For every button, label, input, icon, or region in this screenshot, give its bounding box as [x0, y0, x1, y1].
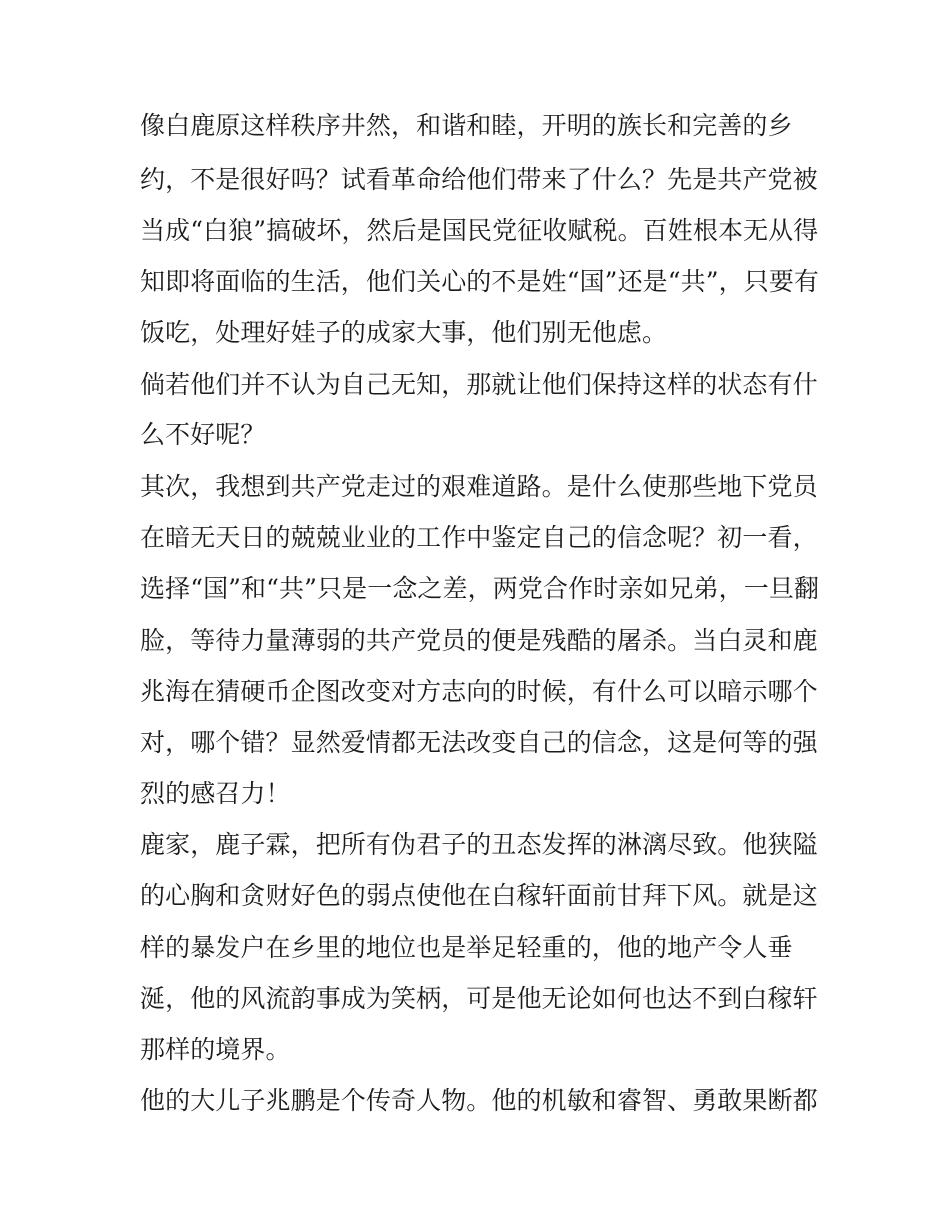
- text-line: 涎，他的风流韵事成为笑柄，可是他无论如何也达不到白稼轩: [140, 984, 818, 1013]
- text-line: 么不好呢？: [140, 420, 266, 449]
- text-line: 脸，等待力量薄弱的共产党员的便是残酷的屠杀。当白灵和鹿: [140, 626, 818, 655]
- text-line: 鹿家，鹿子霖，把所有伪君子的丑态发挥的淋漓尽致。他狭隘: [140, 830, 818, 859]
- text-line: 兆海在猜硬币企图改变对方志向的时候，有什么可以暗示哪个: [140, 677, 818, 706]
- text-line: 其次，我想到共产党走过的艰难道路。是什么使那些地下党员: [140, 472, 818, 501]
- text-line: 约，不是很好吗？试看革命给他们带来了什么？先是共产党被: [140, 165, 818, 194]
- text-line: 像白鹿原这样秩序井然，和谐和睦，开明的族长和完善的乡: [140, 111, 793, 140]
- text-line: 当成“白狼”搞破坏，然后是国民党征收赋税。百姓根本无从得: [140, 216, 819, 245]
- text-line: 在暗无天日的兢兢业业的工作中鉴定自己的信念呢？初一看，: [140, 523, 818, 552]
- text-line: 知即将面临的生活，他们关心的不是姓“国”还是“共”，只要有: [140, 267, 820, 296]
- text-line: 倘若他们并不认为自己无知，那就让他们保持这样的状态有什: [140, 370, 818, 399]
- text-line: 的心胸和贪财好色的弱点使他在白稼轩面前甘拜下风。就是这: [140, 881, 818, 910]
- text-line: 样的暴发户在乡里的地位也是举足轻重的，他的地产令人垂: [140, 933, 793, 962]
- text-line: 对，哪个错？显然爱情都无法改变自己的信念，这是何等的强: [140, 728, 818, 757]
- text-line: 烈的感召力！: [140, 779, 291, 808]
- text-line: 选择“国”和“共”只是一念之差，两党合作时亲如兄弟，一旦翻: [140, 574, 820, 603]
- text-line: 那样的境界。: [140, 1035, 291, 1064]
- text-line: 他的大儿子兆鹏是个传奇人物。他的机敏和睿智、勇敢果断都: [140, 1086, 818, 1115]
- text-line: 饭吃，处理好娃子的成家大事，他们别无他虑。: [140, 318, 668, 347]
